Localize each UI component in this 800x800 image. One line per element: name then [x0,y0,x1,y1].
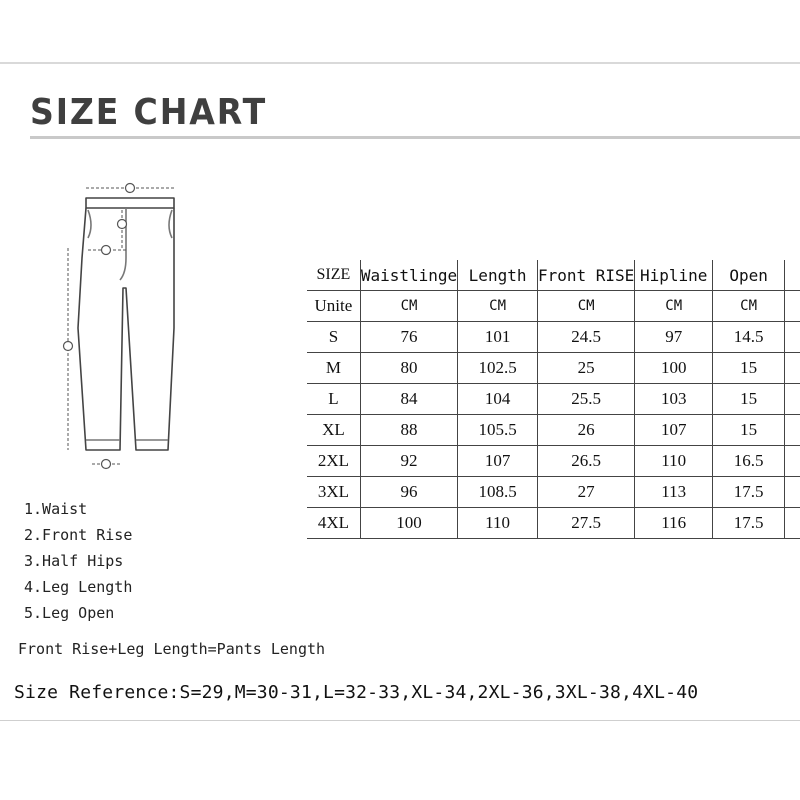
measurement-cell: 15 [713,415,785,446]
measurement-cell: 104 [458,384,538,415]
units-cell: CM [635,291,713,322]
table-body [307,322,800,539]
marker-5-icon [102,460,111,469]
header-waist: Waistlinge [360,260,457,291]
size-label-cell: 4XL [307,508,360,539]
measurement-cell: 103 [635,384,713,415]
measurement-cell: 26 [537,415,634,446]
measurement-cell: 80 [360,353,457,384]
measurement-cell: 107 [458,446,538,477]
measurement-cell: 96 [360,477,457,508]
pants-diagram [48,178,188,478]
marker-4-icon [64,342,73,351]
size-label-cell: 3XL [307,477,360,508]
measurement-cell: 25 [537,353,634,384]
waistband-outline [86,198,174,208]
size-label-cell: M [307,353,360,384]
header-hipline: Hipline [635,260,713,291]
table-row [307,508,800,539]
measurement-cell: 108.5 [458,477,538,508]
measurement-cell: 27.5 [537,508,634,539]
measurement-cell: 27 [537,477,634,508]
length-formula: Front Rise+Leg Length=Pants Length [18,640,326,658]
legend-item: 1.Waist [24,500,88,518]
marker-3-icon [102,246,111,255]
top-divider [0,62,800,64]
units-cell: CM [360,291,457,322]
table-row [307,415,800,446]
measurement-cell: 105.5 [458,415,538,446]
table-row [307,477,800,508]
measurement-cell: 100 [635,353,713,384]
size-label-cell: XL [307,415,360,446]
measurement-cell: 110 [635,446,713,477]
measurement-cell: 110 [458,508,538,539]
measurement-cell: 88 [360,415,457,446]
measurement-cell: 15 [713,384,785,415]
measurement-cell: 17.5 [713,508,785,539]
measurement-cell: 17.5 [713,477,785,508]
page-title: SIZE CHART [30,92,268,133]
measurement-cell: 15 [713,353,785,384]
marker-1-icon [126,184,135,193]
table-row [307,353,800,384]
measurement-cell: 100 [360,508,457,539]
measurement-cell: 97 [635,322,713,353]
measurement-cell: 92 [360,446,457,477]
header-size: SIZE [307,260,360,291]
size-reference: Size Reference:S=29,M=30-31,L=32-33,XL-34,2XL-36,3XL-38,4XL-40 [14,682,699,703]
measurement-cell: 107 [635,415,713,446]
table-units-row [307,291,800,322]
size-label-cell: 2XL [307,446,360,477]
units-cell: CM [713,291,785,322]
measurement-cell: 116 [635,508,713,539]
legend-item: 4.Leg Length [24,578,133,596]
size-label-cell: L [307,384,360,415]
legend-item: 3.Half Hips [24,552,124,570]
size-label-cell: S [307,322,360,353]
measurement-cell: 25.5 [537,384,634,415]
table-header-row [307,260,800,291]
units-label: Unite [307,291,360,322]
table-row [307,446,800,477]
measurement-cell: 84 [360,384,457,415]
measurement-legend [24,496,132,626]
units-cell: CM [537,291,634,322]
measurement-cell: 76 [360,322,457,353]
measurement-cell: 14.5 [713,322,785,353]
title-underline [30,136,800,139]
header-cut-column [785,260,800,291]
legend-item: 5.Leg Open [24,604,115,622]
measurement-cell: 24.5 [537,322,634,353]
measurement-cell: 101 [458,322,538,353]
header-open: Open [713,260,785,291]
legend-item: 2.Front Rise [24,526,133,544]
units-cell: CM [458,291,538,322]
measurement-cell: 113 [635,477,713,508]
fly-line [120,208,126,280]
marker-2-icon [118,220,127,229]
table-row [307,384,800,415]
measurement-cell: 102.5 [458,353,538,384]
bottom-divider [0,720,800,721]
header-front-rise: Front RISE [537,260,634,291]
measurement-cell: 16.5 [713,446,785,477]
size-table [307,260,800,539]
measurement-cell: 26.5 [537,446,634,477]
header-length: Length [458,260,538,291]
table-row [307,322,800,353]
